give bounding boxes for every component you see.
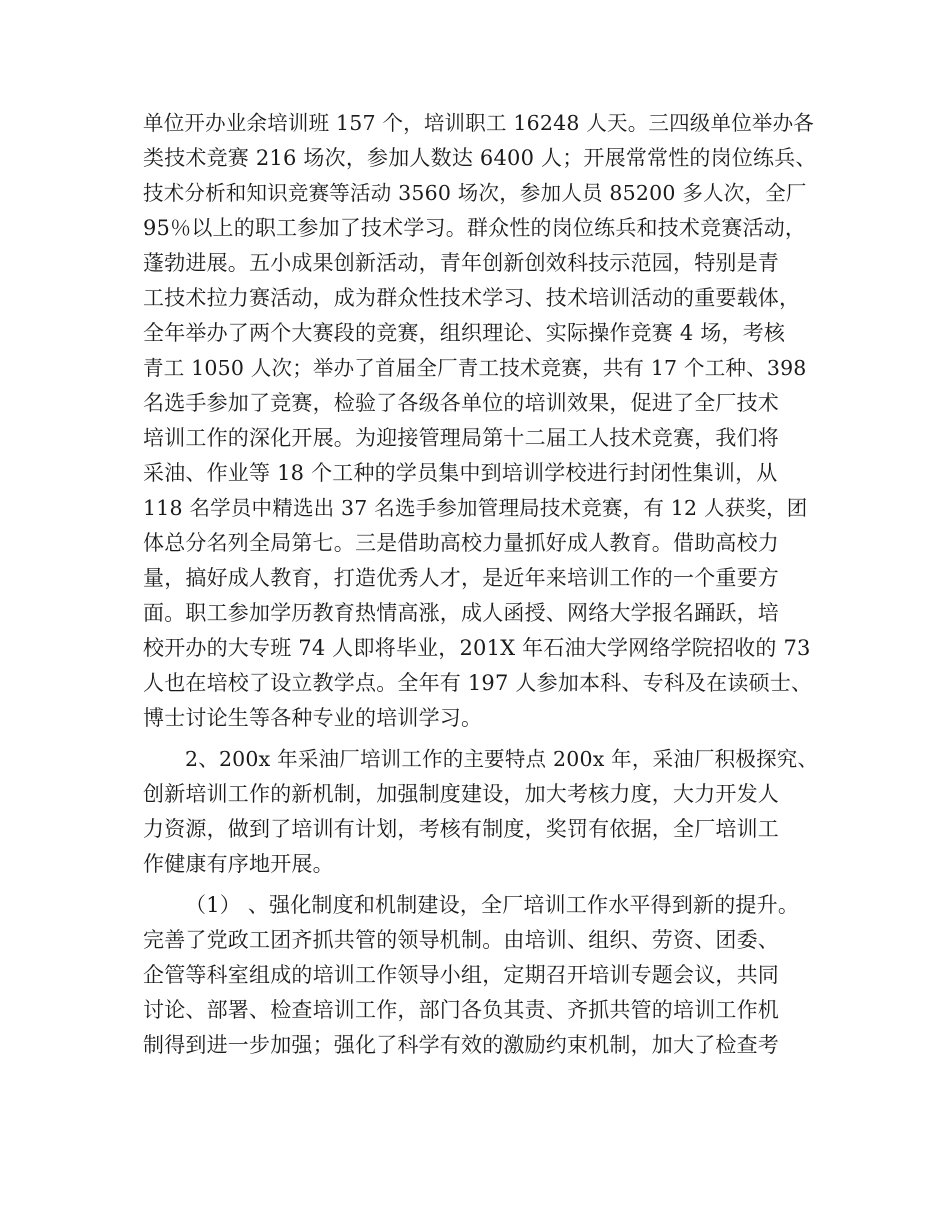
text-line: 118 名学员中精选出 37 名选手参加管理局技术竞赛，有 12 人获奖，团 bbox=[143, 496, 808, 520]
text-line: 95％以上的职工参加了技术学习。群众性的岗位练兵和技术竞赛活动， bbox=[143, 216, 807, 240]
text-line: 培训工作的深化开展。为迎接管理局第十二届工人技术竞赛，我们将 bbox=[143, 426, 779, 450]
text-line: 校开办的大专班 74 人即将毕业，201X 年石油大学网络学院招收的 73 bbox=[143, 636, 811, 660]
text-line: （1） 、强化制度和机制建设，全厂培训工作水平得到新的提升。 bbox=[185, 893, 800, 917]
text-line: 体总分名列全局第七。三是借助高校力量抓好成人教育。借助高校力 bbox=[143, 531, 779, 555]
text-line: 讨论、部署、检查培训工作，部门各负其责、齐抓共管的培训工作机 bbox=[143, 998, 779, 1022]
text-line: 名选手参加了竞赛，检验了各级各单位的培训效果，促进了全厂技术 bbox=[143, 391, 779, 415]
text-line: 博士讨论生等各种专业的培训学习。 bbox=[143, 706, 483, 730]
text-line: 量，搞好成人教育，打造优秀人才，是近年来培训工作的一个重要方 bbox=[143, 566, 779, 590]
text-line: 青工 1050 人次；举办了首届全厂青工技术竞赛，共有 17 个工种、398 bbox=[143, 356, 807, 380]
text-line: 企管等科室组成的培训工作领导小组，定期召开培训专题会议，共同 bbox=[143, 963, 779, 987]
text-line: 工技术拉力赛活动，成为群众性技术学习、技术培训活动的重要载体， bbox=[143, 286, 801, 310]
text-line: 力资源，做到了培训有计划，考核有制度，奖罚有依据，全厂培训工 bbox=[143, 817, 779, 841]
text-line: 作健康有序地开展。 bbox=[143, 852, 334, 876]
text-line: 类技术竞赛 216 场次，参加人数达 6400 人；开展常常性的岗位练兵、 bbox=[143, 146, 817, 170]
text-line: 技术分析和知识竞赛等活动 3560 场次，参加人员 85200 多人次，全厂 bbox=[143, 181, 807, 205]
text-line: 2、200x 年采油厂培训工作的主要特点 200x 年，采油厂积极探究、 bbox=[185, 747, 819, 771]
text-line: 采油、作业等 18 个工种的学员集中到培训学校进行封闭性集训，从 bbox=[143, 461, 778, 485]
text-line: 制得到进一步加强；强化了科学有效的激励约束机制，加大了检查考 bbox=[143, 1033, 779, 1057]
text-line: 蓬勃进展。五小成果创新活动，青年创新创效科技示范园，特别是青 bbox=[143, 251, 779, 275]
text-line: 完善了党政工团齐抓共管的领导机制。由培训、组织、劳资、团委、 bbox=[143, 928, 779, 952]
text-line: 面。职工参加学历教育热情高涨，成人函授、网络大学报名踊跃，培 bbox=[143, 601, 779, 625]
text-line: 创新培训工作的新机制，加强制度建设，加大考核力度，大力开发人 bbox=[143, 782, 779, 806]
text-line: 单位开办业余培训班 157 个，培训职工 16248 人天。三四级单位举办各 bbox=[143, 111, 815, 135]
text-line: 人也在培校了设立教学点。全年有 197 人参加本科、专科及在读硕士、 bbox=[143, 671, 813, 695]
text-line: 全年举办了两个大赛段的竞赛，组织理论、实际操作竞赛 4 场，考核 bbox=[143, 321, 786, 345]
